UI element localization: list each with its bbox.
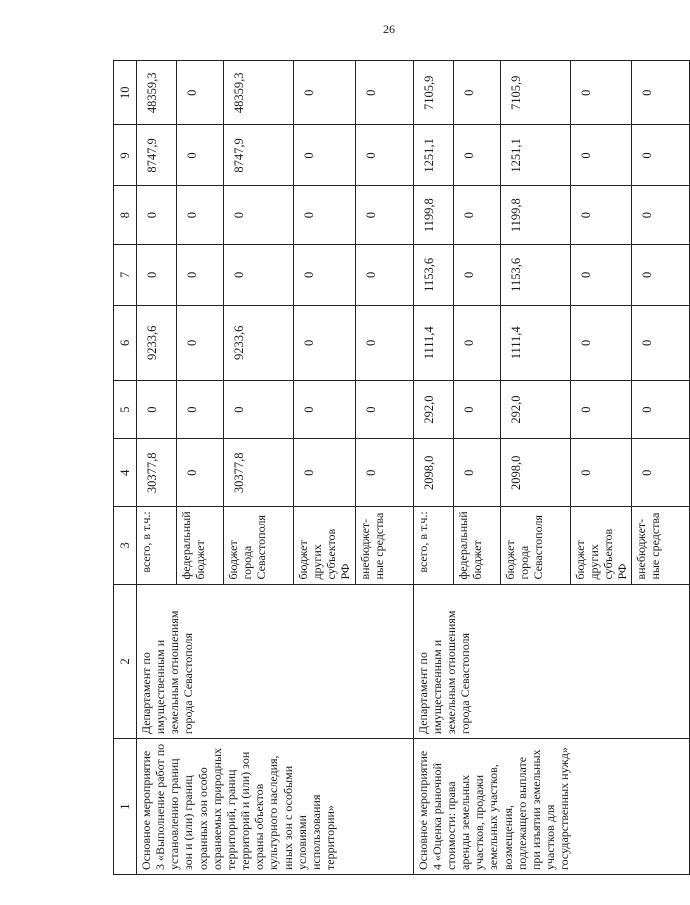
value-cell: 0 [137, 380, 177, 439]
value-cell: 8747,9 [137, 125, 177, 186]
value-cell: 1153,6 [413, 244, 453, 305]
value-cell: 1251,1 [413, 125, 453, 186]
value-cell: 1251,1 [500, 125, 570, 186]
value-cell: 0 [177, 186, 224, 245]
value-cell: 0 [570, 125, 632, 186]
value-cell: 0 [355, 186, 413, 245]
header-cell: 7 [114, 244, 137, 305]
value-cell: 0 [453, 186, 500, 245]
value-cell: 292,0 [500, 380, 570, 439]
header-cell: 5 [114, 380, 137, 439]
activity-cell: Основное мероприятие 4 «Оценка рыночной стоимости: права аренды земельных участков, продажи земельных участков, возмещения, подлежащего выплате при изъятии земельных участков для государственных нужд» [413, 739, 690, 875]
value-cell: 0 [570, 305, 632, 380]
value-cell: 0 [177, 380, 224, 439]
value-cell: 48359,3 [224, 61, 294, 126]
value-cell: 0 [177, 125, 224, 186]
value-cell: 0 [570, 439, 632, 507]
funding-source-cell: федеральный бюджет [177, 507, 224, 584]
funding-source-cell: бюджет города Севастополя [500, 507, 570, 584]
header-cell: 6 [114, 305, 137, 380]
header-cell: 3 [114, 507, 137, 584]
value-cell: 0 [453, 439, 500, 507]
value-cell: 7105,9 [500, 61, 570, 126]
value-cell: 0 [453, 61, 500, 126]
value-cell: 0 [453, 244, 500, 305]
header-cell: 8 [114, 186, 137, 245]
value-cell: 0 [294, 186, 356, 245]
value-cell: 1199,8 [413, 186, 453, 245]
value-cell: 0 [453, 125, 500, 186]
value-cell: 0 [355, 305, 413, 380]
header-row [114, 61, 137, 875]
value-cell: 0 [294, 305, 356, 380]
value-cell: 9233,6 [224, 305, 294, 380]
value-cell: 1111,4 [413, 305, 453, 380]
header-cell: 2 [114, 584, 137, 739]
value-cell: 0 [294, 380, 356, 439]
funding-table [113, 60, 690, 875]
value-cell: 0 [632, 380, 690, 439]
value-cell: 0 [632, 125, 690, 186]
value-cell: 0 [453, 305, 500, 380]
funding-source-cell: всего, в т.ч.: [413, 507, 453, 584]
value-cell: 30377,8 [224, 439, 294, 507]
value-cell: 8747,9 [224, 125, 294, 186]
value-cell: 0 [570, 61, 632, 126]
value-cell: 0 [177, 61, 224, 126]
value-cell: 0 [137, 244, 177, 305]
value-cell: 1111,4 [500, 305, 570, 380]
value-cell: 1153,6 [500, 244, 570, 305]
funding-source-cell: бюджет других субъектов РФ [294, 507, 356, 584]
header-cell: 10 [114, 61, 137, 126]
value-cell: 9233,6 [137, 305, 177, 380]
value-cell: 1199,8 [500, 186, 570, 245]
funding-source-cell: всего, в т.ч.: [137, 507, 177, 584]
header-cell: 4 [114, 439, 137, 507]
value-cell: 0 [294, 61, 356, 126]
value-cell: 0 [355, 61, 413, 126]
table-row [413, 61, 453, 875]
executor-cell: Департамент по имущественным и земельным отношениям города Севастополя [137, 584, 414, 739]
value-cell: 0 [294, 125, 356, 186]
value-cell: 7105,9 [413, 61, 453, 126]
header-cell: 1 [114, 739, 137, 875]
executor-cell: Департамент по имущественным и земельным отношениям города Севастополя [413, 584, 690, 739]
value-cell: 0 [294, 244, 356, 305]
value-cell: 0 [294, 439, 356, 507]
value-cell: 2098,0 [500, 439, 570, 507]
table-body [137, 61, 690, 875]
value-cell: 0 [570, 380, 632, 439]
value-cell: 0 [355, 380, 413, 439]
value-cell: 0 [137, 186, 177, 245]
value-cell: 0 [632, 244, 690, 305]
value-cell: 0 [355, 439, 413, 507]
funding-source-cell: внебюджет-ные средства [632, 507, 690, 584]
value-cell: 0 [355, 125, 413, 186]
funding-source-cell: бюджет города Севастополя [224, 507, 294, 584]
value-cell: 30377,8 [137, 439, 177, 507]
value-cell: 0 [355, 244, 413, 305]
funding-source-cell: федеральный бюджет [453, 507, 500, 584]
value-cell: 0 [177, 439, 224, 507]
activity-cell: Основное мероприятие 3 «Выполнение работ по установлению границ зон и (или) границ охранных зон особо охраняемых природных территорий, границ территорий и (или) зон охраны объектов культурного наследия, иных зон с особыми условиями использования территории» [137, 739, 414, 875]
page-number: 26 [383, 22, 395, 36]
value-cell: 0 [570, 244, 632, 305]
rotated-table-stage [113, 60, 663, 875]
value-cell: 0 [570, 186, 632, 245]
value-cell: 0 [224, 244, 294, 305]
value-cell: 0 [632, 439, 690, 507]
value-cell: 2098,0 [413, 439, 453, 507]
funding-source-cell: бюджет других субъектов РФ [570, 507, 632, 584]
value-cell: 0 [177, 244, 224, 305]
table-row [137, 61, 177, 875]
funding-source-cell: внебюджет-ные средства [355, 507, 413, 584]
value-cell: 0 [224, 186, 294, 245]
value-cell: 0 [224, 380, 294, 439]
value-cell: 292,0 [413, 380, 453, 439]
header-cell: 9 [114, 125, 137, 186]
value-cell: 0 [632, 61, 690, 126]
value-cell: 0 [632, 186, 690, 245]
value-cell: 48359,3 [137, 61, 177, 126]
value-cell: 0 [453, 380, 500, 439]
value-cell: 0 [177, 305, 224, 380]
value-cell: 0 [632, 305, 690, 380]
